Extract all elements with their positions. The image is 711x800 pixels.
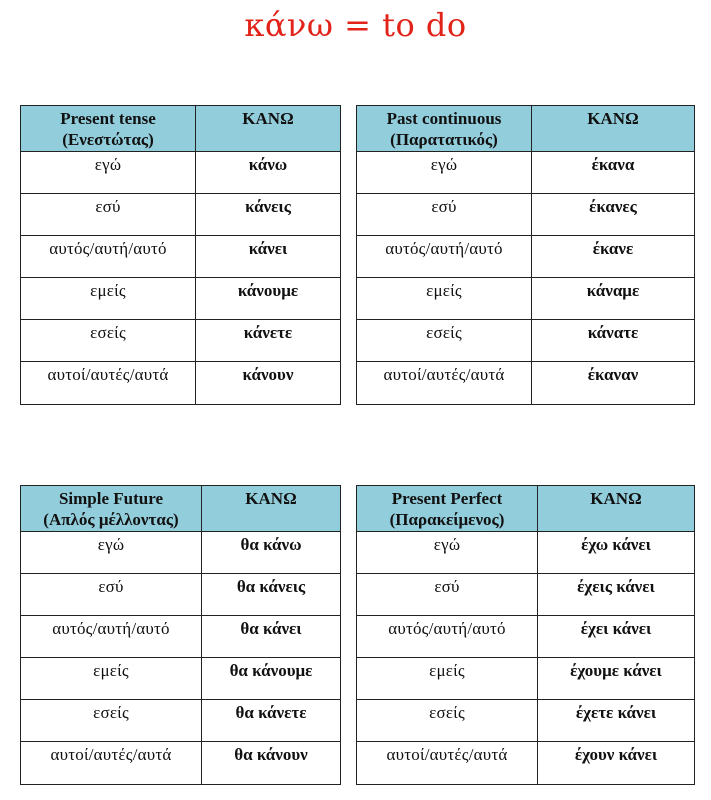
table-row [357, 320, 695, 362]
table-row [357, 278, 695, 320]
pronoun-cell: εμείς [21, 658, 202, 700]
verb-form-cell: θα κάνουμε [202, 658, 341, 700]
verb-form-cell: έχω κάνει [538, 532, 695, 574]
table-row [357, 658, 695, 700]
verb-form-cell: κάνεις [196, 194, 341, 236]
verb-form-cell: έκανες [532, 194, 695, 236]
verb-form-cell: έχουμε κάνει [538, 658, 695, 700]
verb-form-cell: έχεις κάνει [538, 574, 695, 616]
verb-form-cell: θα κάνω [202, 532, 341, 574]
verb-form-cell: έκανα [532, 152, 695, 194]
verb-form-cell: κάνουμε [196, 278, 341, 320]
pronoun-cell: αυτός/αυτή/αυτό [357, 616, 538, 658]
table-row [21, 574, 341, 616]
verb-form-cell: κάνω [196, 152, 341, 194]
table-row [357, 236, 695, 278]
pronoun-cell: εσύ [21, 194, 196, 236]
tense-name: Present Perfect [391, 489, 503, 508]
tense-greek-name: (Παρατατικός) [390, 130, 498, 149]
tense-name: Present tense [60, 109, 156, 128]
verb-form-cell: θα κάνετε [202, 700, 341, 742]
table-row [21, 152, 341, 194]
tense-greek-name: (Απλός μέλλοντας) [43, 510, 179, 529]
verb-header: ΚΑΝΩ [538, 486, 695, 532]
pronoun-cell: εμείς [357, 278, 532, 320]
tense-header [21, 486, 202, 532]
tense-header [357, 106, 532, 152]
present-tense-table [20, 105, 341, 405]
table-row [21, 616, 341, 658]
table-row [21, 658, 341, 700]
verb-header: ΚΑΝΩ [196, 106, 341, 152]
table-row [21, 236, 341, 278]
table-row [21, 742, 341, 785]
verb-form-cell: κάνατε [532, 320, 695, 362]
pronoun-cell: αυτοί/αυτές/αυτά [21, 362, 196, 405]
pronoun-cell: εσείς [357, 700, 538, 742]
tense-greek-name: (Παρακείμενος) [389, 510, 505, 529]
simple-future-table [20, 485, 341, 785]
verb-header: ΚΑΝΩ [532, 106, 695, 152]
pronoun-cell: εσείς [357, 320, 532, 362]
tense-header [357, 486, 538, 532]
pronoun-cell: αυτοί/αυτές/αυτά [21, 742, 202, 785]
tense-header [21, 106, 196, 152]
pronoun-cell: εσείς [21, 700, 202, 742]
table-row [357, 532, 695, 574]
verb-form-cell: κάνετε [196, 320, 341, 362]
table-row [357, 194, 695, 236]
table-row [21, 320, 341, 362]
table-row [357, 616, 695, 658]
pronoun-cell: εμείς [357, 658, 538, 700]
verb-form-cell: κάνει [196, 236, 341, 278]
verb-form-cell: κάνουν [196, 362, 341, 405]
pronoun-cell: αυτός/αυτή/αυτό [357, 236, 532, 278]
table-row [21, 278, 341, 320]
verb-header: ΚΑΝΩ [202, 486, 341, 532]
pronoun-cell: αυτός/αυτή/αυτό [21, 236, 196, 278]
present-perfect-table [356, 485, 695, 785]
verb-form-cell: έκανε [532, 236, 695, 278]
pronoun-cell: αυτός/αυτή/αυτό [21, 616, 202, 658]
table-row [21, 362, 341, 405]
verb-form-cell: έκαναν [532, 362, 695, 405]
pronoun-cell: εμείς [21, 278, 196, 320]
pronoun-cell: εγώ [357, 532, 538, 574]
table-row [357, 362, 695, 405]
tense-name: Past continuous [386, 109, 502, 128]
pronoun-cell: εγώ [21, 152, 196, 194]
page-title: κάνω = to do [244, 6, 467, 44]
pronoun-cell: αυτοί/αυτές/αυτά [357, 362, 532, 405]
table-row [21, 700, 341, 742]
pronoun-cell: εγώ [21, 532, 202, 574]
table-row [21, 194, 341, 236]
table-row [357, 742, 695, 785]
tense-name: Simple Future [58, 489, 164, 508]
tense-greek-name: (Ενεστώτας) [62, 130, 154, 149]
verb-form-cell: θα κάνει [202, 616, 341, 658]
pronoun-cell: εσύ [357, 194, 532, 236]
pronoun-cell: αυτοί/αυτές/αυτά [357, 742, 538, 785]
table-row [357, 152, 695, 194]
verb-form-cell: έχετε κάνει [538, 700, 695, 742]
verb-form-cell: έχουν κάνει [538, 742, 695, 785]
pronoun-cell: εγώ [357, 152, 532, 194]
pronoun-cell: εσύ [357, 574, 538, 616]
past-continuous-table [356, 105, 695, 405]
verb-form-cell: θα κάνεις [202, 574, 341, 616]
verb-form-cell: κάναμε [532, 278, 695, 320]
table-row [357, 700, 695, 742]
pronoun-cell: εσύ [21, 574, 202, 616]
table-row [357, 574, 695, 616]
pronoun-cell: εσείς [21, 320, 196, 362]
verb-form-cell: έχει κάνει [538, 616, 695, 658]
table-row [21, 532, 341, 574]
verb-form-cell: θα κάνουν [202, 742, 341, 785]
